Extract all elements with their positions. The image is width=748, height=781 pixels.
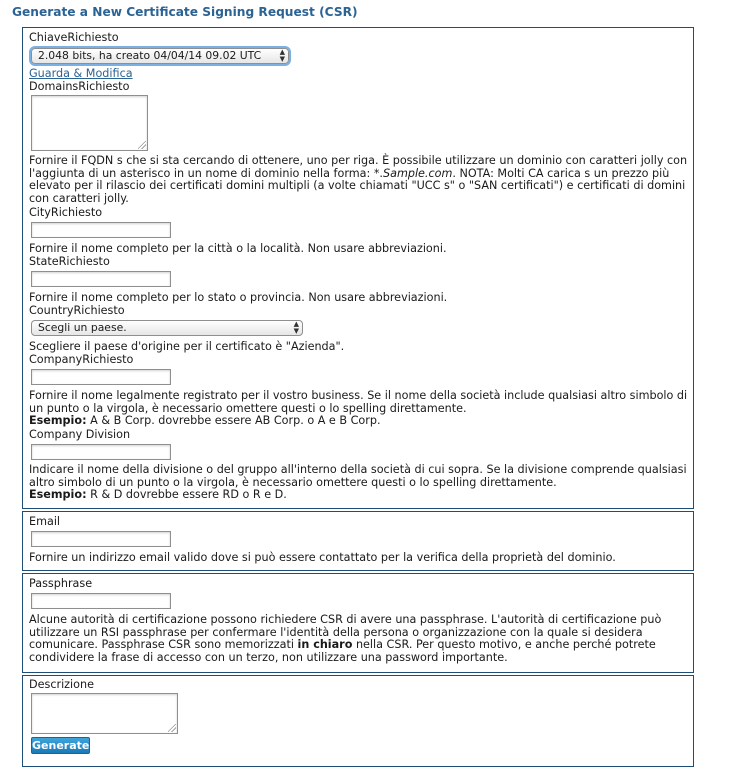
division-help: Indicare il nome della divisione o del gruppo all'interno della società di cui sopra. Se la divisione comprende qualsiasi altro simbolo di un punto o la virgola, è necessario omettere questi o lo spelling direttamente. Esempio: R & D dovrebbe essere RD o R e D.: [29, 463, 687, 502]
page-title: Generate a New Certificate Signing Request (CSR): [12, 5, 358, 19]
email-label: Email: [29, 515, 61, 528]
division-input[interactable]: [31, 444, 171, 460]
country-help: Scegliere il paese d'origine per il certificato è "Azienda".: [29, 340, 345, 353]
city-label: CityRichiesto: [29, 206, 103, 219]
city-input[interactable]: [31, 222, 171, 238]
country-select-value: Scegli un paese.: [38, 321, 127, 334]
city-help: Fornire il nome completo per la città o la località. Non usare abbreviazioni.: [29, 242, 447, 255]
email-panel: [22, 511, 694, 571]
domains-textarea[interactable]: [31, 95, 148, 151]
company-label: CompanyRichiesto: [29, 353, 134, 366]
generate-button[interactable]: Generate: [32, 739, 90, 752]
select-arrows-icon: ▲ ▼: [279, 48, 285, 63]
resize-grip-icon[interactable]: [138, 141, 146, 149]
company-help: Fornire il nome legalmente registrato per il vostro business. Se il nome della società include qualsiasi altro simbolo di un punto o la virgola, è necessario omettere questi o lo spelling direttamente. Esempio: A & B Corp. dovrebbe essere AB Corp. o A e B Corp.: [29, 389, 688, 428]
key-select-value: 2.048 bits, ha creato 04/04/14 09.02 UTC: [38, 49, 262, 62]
description-panel: [22, 675, 694, 767]
company-input[interactable]: [31, 369, 171, 385]
domains-label: DomainsRichiesto: [29, 80, 130, 93]
domains-help: Fornire il FQDN s che si sta cercando di ottenere, uno per riga. È possibile utilizzare un dominio con caratteri jolly con l'aggiunta di un asterisco in un nome di dominio nella forma: *.Sample.com. NOTA: Molti CA carica s un prezzo più elevato per il rilascio dei certificati domini multipli (a volte chiamati "UCC s" o "SAN certificati") e certificati di domini con caratteri jolly.: [29, 154, 688, 205]
select-arrows-icon: ▲ ▼: [293, 320, 299, 335]
division-example-label: Esempio:: [29, 488, 87, 502]
country-select[interactable]: [31, 320, 303, 336]
email-help: Fornire un indirizzo email valido dove si può essere contattato per la verifica della proprietà del dominio.: [29, 551, 616, 564]
country-label: CountryRichiesto: [29, 304, 125, 317]
passphrase-help: Alcune autorità di certificazione possono richiedere CSR di avere una passphrase. L'autorità di certificazione può utilizzare un RSI passphrase per confermare l'identità della persona o organizzazione con la quale si desidera comunicare. Passphrase CSR sono memorizzati in chiaro nella CSR. Per questo motivo, e anche perché potrete condividere la frase di accesso con un terzo, non utilizzare una password importante.: [29, 613, 662, 664]
passphrase-label: Passphrase: [29, 577, 93, 590]
company-example-label: Esempio:: [29, 414, 87, 428]
key-select[interactable]: [31, 48, 289, 64]
passphrase-panel: [22, 573, 694, 673]
domains-help-example: Sample.com: [382, 166, 453, 180]
passphrase-input[interactable]: [31, 593, 171, 609]
state-label: StateRichiesto: [29, 255, 110, 268]
description-label: Descrizione: [29, 678, 94, 691]
csr-main-panel: [22, 27, 694, 509]
description-textarea[interactable]: [31, 693, 178, 734]
state-input[interactable]: [31, 271, 171, 287]
state-help: Fornire il nome completo per lo stato o provincia. Non usare abbreviazioni.: [29, 291, 448, 304]
company-example: A & B Corp. dovrebbe essere AB Corp. o A e B Corp.: [86, 414, 381, 428]
passphrase-help-bold: in chiaro: [297, 638, 353, 652]
division-label: Company Division: [29, 428, 131, 441]
division-example: R & D dovrebbe essere RD o R e D.: [86, 488, 287, 502]
view-edit-key-link[interactable]: Guarda & Modifica: [29, 67, 133, 80]
resize-grip-icon[interactable]: [168, 724, 176, 732]
key-label: ChiaveRichiesto: [29, 31, 119, 44]
email-input[interactable]: [31, 531, 171, 547]
